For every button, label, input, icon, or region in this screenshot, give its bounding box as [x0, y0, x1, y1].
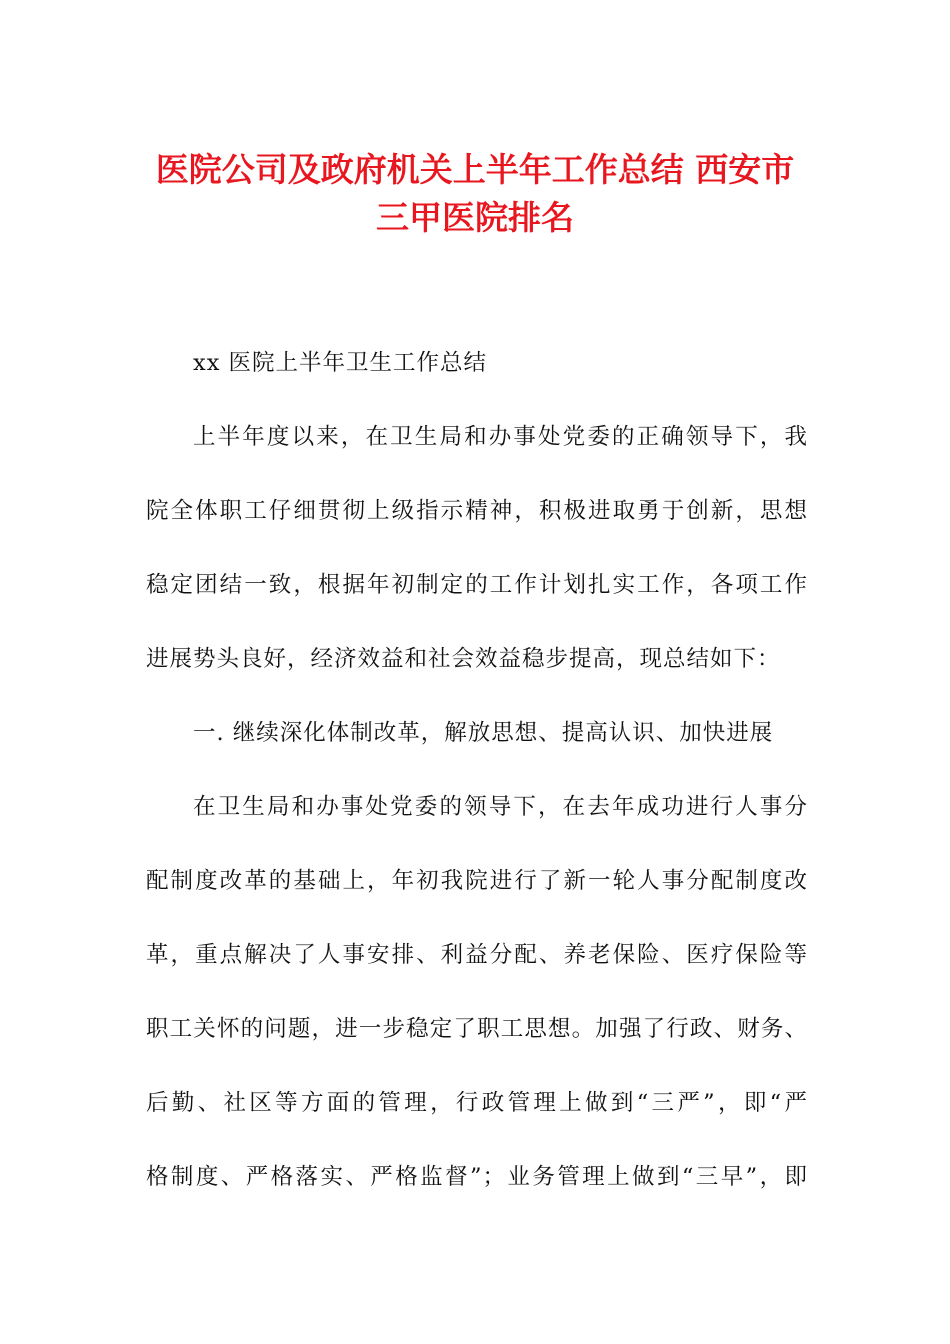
paragraph-line: 格制度、严格落实、严格监督”；业务管理上做到“三早”，即	[146, 1164, 808, 1190]
document-body	[146, 326, 808, 1214]
paragraph-line: 配制度改革的基础上，年初我院进行了新一轮人事分配制度改	[146, 868, 808, 894]
paragraph-line: 院全体职工仔细贯彻上级指示精神，积极进取勇于创新，思想	[146, 498, 808, 524]
paragraph-line: 稳定团结一致，根据年初制定的工作计划扎实工作，各项工作	[146, 572, 808, 598]
paragraph-line: 上半年度以来，在卫生局和办事处党委的正确领导下，我	[193, 424, 808, 450]
subsection-heading: 一. 继续深化体制改革，解放思想、提高认识、加快进展	[193, 720, 774, 746]
title-line-2: 三甲医院排名	[376, 198, 574, 237]
paragraph-line: 进展势头良好，经济效益和社会效益稳步提高，现总结如下：	[146, 646, 781, 672]
paragraph-line: 职工关怀的问题，进一步稳定了职工思想。加强了行政、财务、	[146, 1016, 808, 1042]
section-heading: xx 医院上半年卫生工作总结	[193, 350, 488, 376]
paragraph-line: 革，重点解决了人事安排、利益分配、养老保险、医疗保险等	[146, 942, 808, 968]
title-line-1: 医院公司及政府机关上半年工作总结 西安市	[155, 150, 795, 189]
paragraph-line: 后勤、社区等方面的管理，行政管理上做到“三严”，即“严	[146, 1090, 808, 1116]
document-title	[100, 146, 850, 242]
paragraph-line: 在卫生局和办事处党委的领导下，在去年成功进行人事分	[193, 794, 808, 820]
